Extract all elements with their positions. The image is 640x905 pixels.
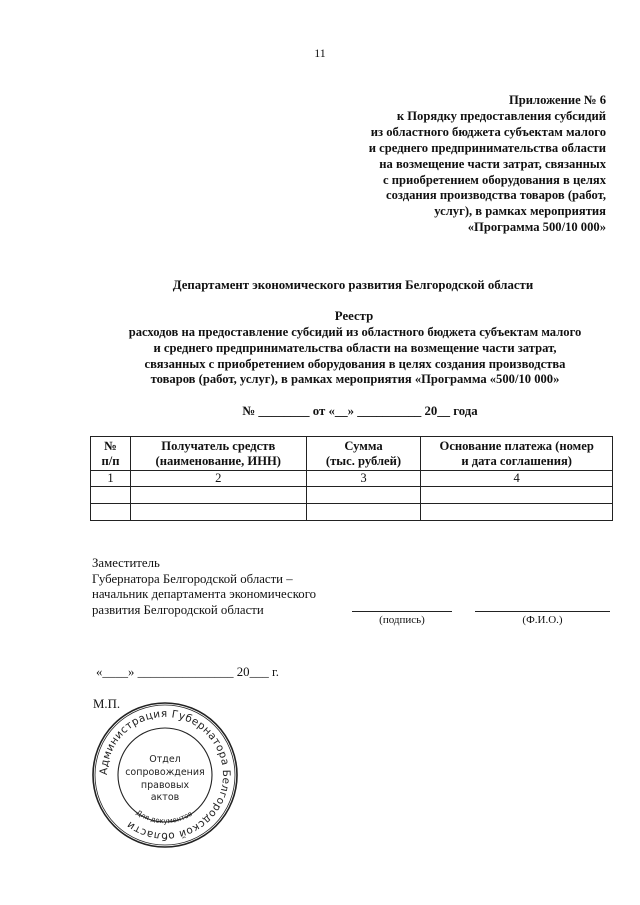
stamp-center-line: сопровождения [125,767,205,778]
appendix-line: «Программа 500/10 000» [467,220,606,235]
stamp-ring-text: Администрация Губернатора Белгородской области [97,707,233,843]
stamp-graphic [90,700,240,850]
date-line: «____» _______________ 20___ г. [96,665,279,679]
header-cell-basis: Основание платежа (номер и дата соглашения) [421,437,613,471]
column-number-cell: 3 [306,471,421,487]
registry-title: Реестр [334,309,374,323]
registry-subtitle-line: и среднего предпринимательства области на возмещение части затрат, [153,340,557,355]
registry-subtitle-line: связанных с приобретением оборудования в целях создания производства [144,356,566,371]
header-cell-number: № п/п [91,437,131,471]
registry-number-line: № ________ от «__» __________ 20__ года [242,404,478,418]
appendix-line: с приобретением оборудования в целях [382,172,606,187]
table-row [91,503,613,520]
signatory-line: развития Белгородской области [92,602,264,617]
signature-caption: (подпись) [379,614,425,626]
table-cell [91,486,131,503]
table-cell [421,503,613,520]
column-number-cell: 2 [130,471,306,487]
stamp-center-line: Отдел [149,754,181,765]
department-name: Департамент экономического развития Белгородской области [172,278,534,292]
registry-subtitle-line: товаров (работ, услуг), в рамках мероприятия «Программа «500/10 000» [150,372,560,387]
signatory-line: Заместитель [92,556,160,570]
appendix-line: из областного бюджета субъектам малого [370,124,606,139]
signatory-line: Губернатора Белгородской области – [92,571,293,586]
signature-line [352,611,452,612]
table-cell [306,503,421,520]
table-cell [421,486,613,503]
registry-subtitle [60,325,640,388]
svg-text:Для документов [135,809,194,826]
appendix-heading [300,93,606,236]
appendix-line: и среднего предпринимательства области [368,140,606,155]
header-cell-amount: Сумма (тыс. рублей) [306,437,421,471]
registry-subtitle-line: расходов на предоставление субсидий из областного бюджета субъектам малого [128,325,582,339]
appendix-line: услуг), в рамках мероприятия [434,204,606,219]
signatory-line: начальник департамента экономического [92,587,317,602]
column-number-cell: 4 [421,471,613,487]
page-number: 11 [314,46,326,60]
name-caption: (Ф.И.О.) [522,614,563,626]
table-header-row [91,437,613,471]
table-row [91,486,613,503]
registry-table [90,436,613,521]
stamp-center-line: актов [150,792,180,803]
table-cell [130,486,306,503]
stamp-bottom-text: Для документов [134,808,194,826]
signatory-position [92,556,316,618]
seal-place-label: М.П. [93,697,121,711]
column-number-cell: 1 [91,471,131,487]
appendix-line: к Порядку предоставления субсидий [396,108,606,123]
appendix-title: Приложение № 6 [508,93,606,107]
table-cell [306,486,421,503]
stamp-center-line: правовых [140,780,190,791]
table-cell [91,503,131,520]
table-cell [130,503,306,520]
appendix-line: на возмещение части затрат, связанных [379,156,606,171]
header-cell-recipient: Получатель средств (наименование, ИНН) [130,437,306,471]
appendix-line: создания производства товаров (работ, [386,188,606,203]
table-row [91,471,613,487]
name-line [475,611,610,612]
department-stamp [90,700,240,850]
